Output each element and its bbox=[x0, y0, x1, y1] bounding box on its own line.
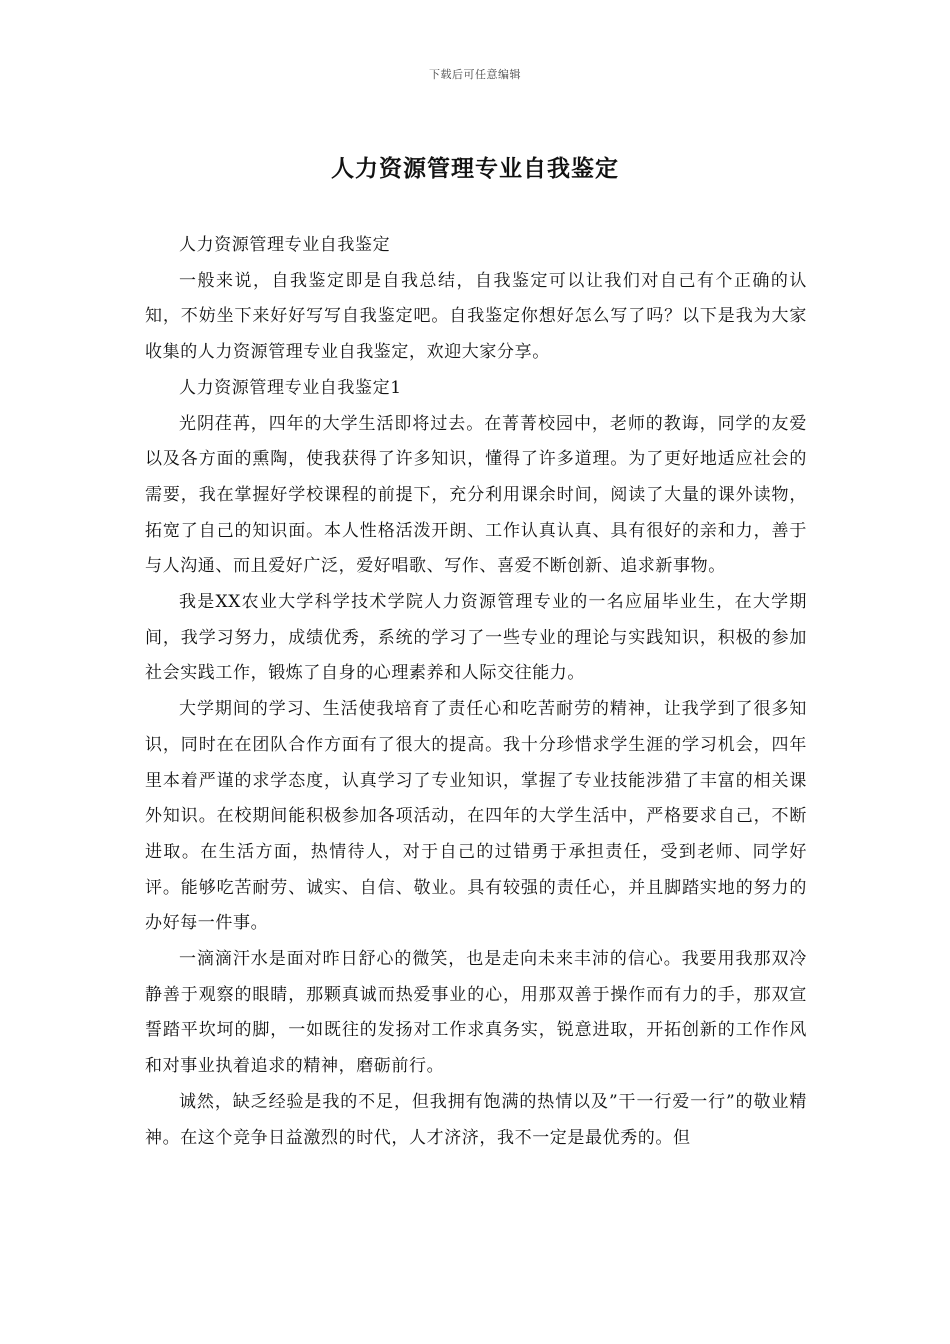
paragraph-intro: 一般来说，自我鉴定即是自我总结，自我鉴定可以让我们对自己有个正确的认知，不妨坐下来好好写写自我鉴定吧。自我鉴定你想好怎么写了吗？以下是我为大家收集的人力资源管理专业自我鉴定，欢迎大家分享。 bbox=[145, 270, 807, 363]
paragraph: 一滴滴汗水是面对昨日舒心的微笑，也是走向未来丰沛的信心。我要用我那双冷静善于观察的眼睛，那颗真诚而热爱事业的心，用那双善于操作而有力的手，那双宣誓踏平坎坷的脚，一如既往的发扬对工作求真务实，锐意进取，开拓创新的工作作风和对事业执着追求的精神，磨砺前行。 bbox=[145, 949, 807, 1077]
paragraph-section-heading: 人力资源管理专业自我鉴定1 bbox=[179, 377, 402, 398]
header-note: 下载后可任意编辑 bbox=[429, 68, 521, 81]
document-title: 人力资源管理专业自我鉴定 bbox=[331, 155, 619, 182]
paragraph: 我是XX农业大学科学技术学院人力资源管理专业的一名应届毕业生，在大学期间，我学习努力，成绩优秀，系统的学习了一些专业的理论与实践知识，积极的参加社会实践工作，锻炼了自身的心理素养和人际交往能力。 bbox=[145, 592, 807, 684]
paragraph: 诚然，缺乏经验是我的不足，但我拥有饱满的热情以及”干一行爱一行”的敬业精神。在这个竞争日益激烈的时代，人才济济，我不一定是最优秀的。但 bbox=[145, 1091, 807, 1148]
paragraph: 光阴荏苒，四年的大学生活即将过去。在菁菁校园中，老师的教诲，同学的友爱以及各方面的熏陶，使我获得了许多知识，懂得了许多道理。为了更好地适应社会的需要，我在掌握好学校课程的前提下，充分利用课余时间，阅读了大量的课外读物，拓宽了自己的知识面。本人性格活泼开朗、工作认真认真、具有很好的亲和力，善于与人沟通、而且爱好广泛，爱好唱歌、写作、喜爱不断创新、追求新事物。 bbox=[145, 413, 807, 577]
paragraph-subtitle: 人力资源管理专业自我鉴定 bbox=[179, 235, 391, 255]
document-body bbox=[145, 228, 807, 1156]
paragraph: 大学期间的学习、生活使我培育了责任心和吃苦耐劳的精神，让我学到了很多知识，同时在在团队合作方面有了很大的提高。我十分珍惜求学生涯的学习机会，四年里本着严谨的求学态度，认真学习了专业知识，掌握了专业技能涉猎了丰富的相关课外知识。在校期间能积极参加各项活动，在四年的大学生活中，严格要求自己，不断进取。在生活方面，热情待人，对于自己的过错勇于承担责任，受到老师、同学好评。能够吃苦耐劳、诚实、自信、敬业。具有较强的责任心，并且脚踏实地的努力的办好每一件事。 bbox=[145, 699, 807, 934]
